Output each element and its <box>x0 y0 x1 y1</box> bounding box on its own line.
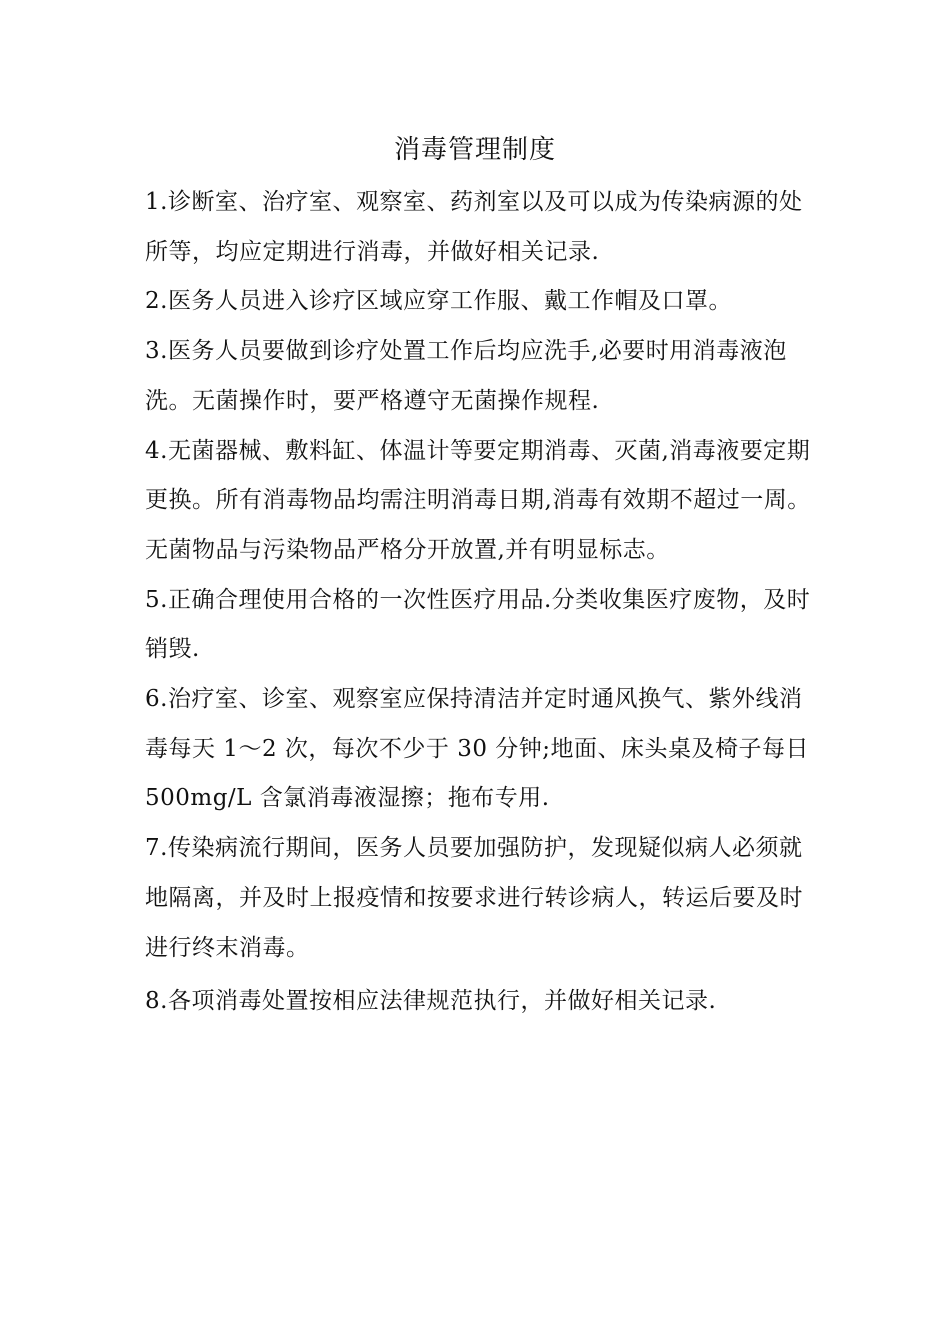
rule-item-4: 4.无菌器械、敷料缸、体温计等要定期消毒、灭菌,消毒液要定期更换。所有消毒物品均需注明消毒日期,消毒有效期不超过一周。无菌物品与污染物品严格分开放置,并有明显标志。 <box>145 437 811 563</box>
rule-item-1: 1.诊断室、治疗室、观察室、药剂室以及可以成为传染病源的处所等，均应定期进行消毒，并做好相关记录. <box>145 189 803 265</box>
document-body <box>145 178 815 1027</box>
rule-item-6: 6.治疗室、诊室、观察室应保持清洁并定时通风换气、紫外线消毒每天 1～2 次，每次不少于 30 分钟;地面、床头桌及椅子每日 500mg/L 含氯消毒液湿擦；拖布专用. <box>145 686 810 812</box>
rule-item-2: 2.医务人员进入诊疗区域应穿工作服、戴工作帽及口罩。 <box>145 288 732 315</box>
rule-item-7: 7.传染病流行期间，医务人员要加强防护，发现疑似病人必须就地隔离，并及时上报疫情和按要求进行转诊病人，转运后要及时进行终末消毒。 <box>145 835 803 961</box>
document-title: 消毒管理制度 <box>393 135 556 165</box>
rule-item-8: 8.各项消毒处置按相应法律规范执行，并做好相关记录. <box>145 988 717 1015</box>
rule-item-3: 3.医务人员要做到诊疗处置工作后均应洗手,必要时用消毒液泡洗。无菌操作时，要严格遵守无菌操作规程. <box>145 338 787 414</box>
rule-item-5: 5.正确合理使用合格的一次性医疗用品.分类收集医疗废物，及时销毁. <box>145 586 811 663</box>
